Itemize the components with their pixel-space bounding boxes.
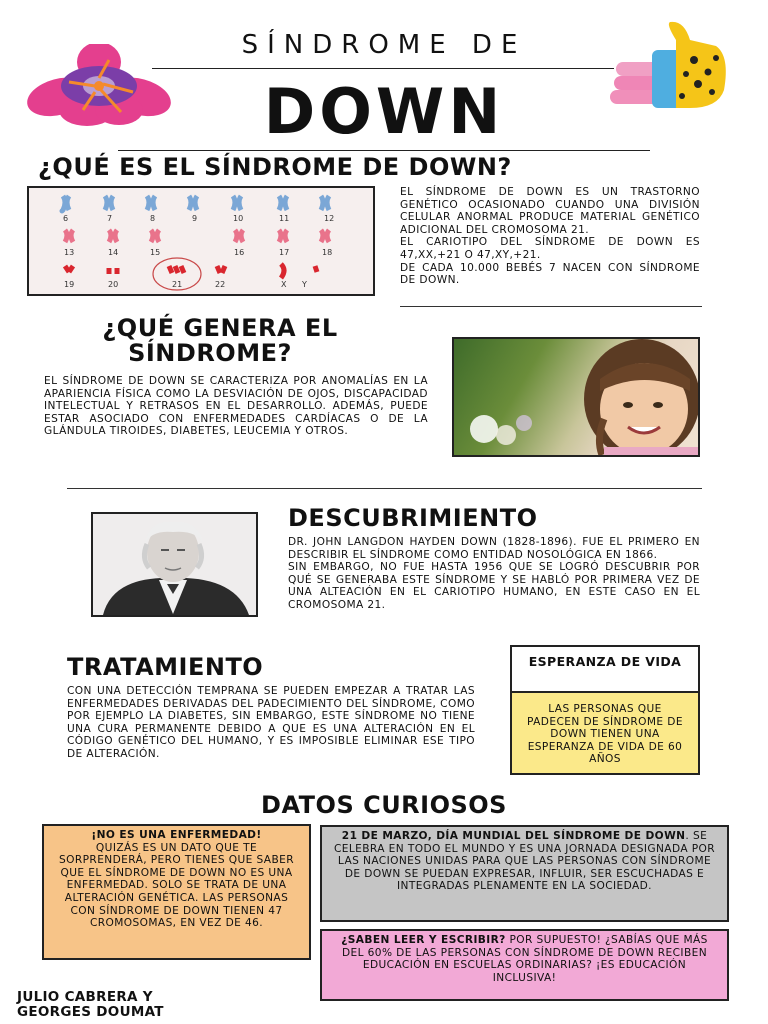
portrait-illustration xyxy=(93,514,256,615)
authors xyxy=(17,990,164,1019)
karyo-label: Y xyxy=(302,280,307,289)
karyo-label: 15 xyxy=(150,248,161,257)
flower-illustration xyxy=(20,44,178,128)
divider xyxy=(67,488,702,489)
portrait-photo xyxy=(91,512,258,617)
karyo-label: 20 xyxy=(108,280,119,289)
descubrimiento-paragraph: DR. JOHN LANGDON HAYDEN DOWN (1828-1896). FUE EL PRIMERO EN DESCRIBIR EL SÍNDROME COMO ENTIDAD NOSOLÓGICA EN 1866. xyxy=(288,536,700,561)
karyo-label: 17 xyxy=(279,248,290,257)
dato-no-enfermedad-title: ¡NO ES UNA ENFERMEDAD! xyxy=(91,829,262,841)
karyo-label: 8 xyxy=(150,214,156,223)
header-rule xyxy=(152,68,614,69)
karyo-label: 21 xyxy=(172,280,183,289)
karyo-label: 7 xyxy=(107,214,113,223)
heading-datos-curiosos: DATOS CURIOSOS xyxy=(261,791,507,819)
dato-no-enfermedad-text: QUIZÁS ES UN DATO QUE TE SORPRENDERÁ, PERO TIENES QUE SABER QUE EL SÍNDROME DE DOWN NO ES UNA ENFERMEDAD. SOLO SE TRATA DE UNA ALTERACIÓN GENÉTICA. LAS PERSONAS CON SÍNDROME DE DOWN TIENEN 47 CROMOSOMAS, EN VEZ DE 46. xyxy=(59,841,294,930)
girl-illustration xyxy=(454,339,698,455)
karyo-label: 12 xyxy=(324,214,335,223)
heading-genera xyxy=(40,316,440,366)
que-es-paragraph: DE CADA 10.000 BEBÉS 7 NACEN CON SÍNDROME DE DOWN. xyxy=(400,261,700,287)
thumbs-up-icon xyxy=(606,20,732,116)
karyotype-image xyxy=(27,186,375,296)
divider xyxy=(400,306,702,307)
tratamiento-paragraph: CON UNA DETECCIÓN TEMPRANA SE PUEDEN EMPEZAR A TRATAR LAS ENFERMEDADES DERIVADAS DEL PADECIMIENTO DEL SÍNDROME, COMO POR EJEMPLO LA DIABETES, SIN EMBARGO, ESTE SÍNDROME NO TIENE UNA CURA PERMANENTE DEBIDO A QUE ES UNA ALTERACIÓN EN EL CÓDIGO GENÉTICO DEL HUMANO, Y ES IMPOSIBLE ELIMINAR ESE TIPO DE ALTERACIÓN. xyxy=(67,685,475,760)
author-line: GEORGES DOUMAT xyxy=(17,1003,164,1020)
descubrimiento-text xyxy=(288,536,700,612)
que-es-paragraph: EL CARIOTIPO DEL SÍNDROME DE DOWN ES 47,XX,+21 O 47,XY,+21. xyxy=(400,236,700,261)
karyotype-chromosomes xyxy=(29,188,373,294)
karyo-label: 19 xyxy=(64,280,75,289)
heading-descubrimiento: DESCUBRIMIENTO xyxy=(288,504,538,532)
karyo-label: 11 xyxy=(279,214,290,223)
heading-que-es: ¿QUÉ ES EL SÍNDROME DE DOWN? xyxy=(38,153,512,181)
genera-paragraph: EL SÍNDROME DE DOWN SE CARACTERIZA POR ANOMALÍAS EN LA APARIENCIA FÍSICA COMO LA DESVIACIÓN DE OJOS, DISCAPACIDAD INTELECTUAL Y RETRASOS EN EL DESARROLLO. ADEMÁS, PUEDE ESTAR ASOCIADO CON ENFERMEDADES CARDÍACAS O DE LA GLÁNDULA TIROIDES, DIABETES, LEUCEMIA Y OTROS. xyxy=(44,375,428,438)
karyo-label: 9 xyxy=(192,214,198,223)
karyo-label: 16 xyxy=(234,248,245,257)
karyo-label: 18 xyxy=(322,248,333,257)
girl-photo xyxy=(452,337,700,457)
karyo-label: 6 xyxy=(63,214,69,223)
title-top: SÍNDROME DE xyxy=(241,30,527,60)
title-main: DOWN xyxy=(263,75,505,148)
dato-dia-mundial xyxy=(320,825,729,922)
dato-leer-escribir-text: POR SUPUESTO! ¿SABÍAS QUE MÁS DEL 60% DE LAS PERSONAS CON SÍNDROME DE DOWN RECIBEN EDUCACIÓN EN ESCUELAS ORDINARIAS? ¡ES EDUCACIÓN INCLUSIVA! xyxy=(341,934,708,984)
karyo-label: 13 xyxy=(64,248,75,257)
heading-tratamiento: TRATAMIENTO xyxy=(67,653,264,681)
descubrimiento-paragraph: SIN EMBARGO, NO FUE HASTA 1956 QUE SE LOGRÓ DESCUBRIR POR QUÉ SE GENERABA ESTE SÍNDROME Y SE HABLÓ POR PRIMERA VEZ DE UNA ALTEACIÓN EN EL CARIOTIPO HUMANO, EN ESTE CASO EN EL CROMOSOMA 21. xyxy=(288,561,700,611)
esperanza-title-box xyxy=(510,645,700,693)
esperanza-body: LAS PERSONAS QUE PADECEN DE SÍNDROME DE DOWN TIENEN UNA ESPERANZA DE VIDA DE 60 AÑOS xyxy=(527,703,683,766)
heading-genera-line1: ¿QUÉ GENERA EL xyxy=(102,314,338,342)
esperanza-title: ESPERANZA DE VIDA xyxy=(528,654,682,669)
karyo-label: 10 xyxy=(233,214,244,223)
title-underline xyxy=(118,150,650,151)
author-line: JULIO CABRERA Y xyxy=(17,989,153,1005)
heading-genera-line2: SÍNDROME? xyxy=(128,339,292,368)
karyo-label: X xyxy=(281,280,287,289)
karyo-label: 14 xyxy=(108,248,119,257)
esperanza-body-box xyxy=(510,693,700,775)
dato-dia-mundial-text: . SE CELEBRA EN TODO EL MUNDO Y ES UNA JORNADA DESIGNADA POR LAS NACIONES UNIDAS PARA QUE LAS PERSONAS CON SÍNDROME DE DOWN SE PUEDAN EXPRESAR, INFLUIR, SER ESCUCHADAS E INTEGRADAS PLENAMENTE EN LA SOCIEDAD. xyxy=(333,830,716,893)
dato-leer-escribir xyxy=(320,929,729,1001)
dato-leer-escribir-title: ¿SABEN LEER Y ESCRIBIR? xyxy=(341,934,506,946)
que-es-text xyxy=(400,186,700,287)
dato-no-enfermedad xyxy=(42,824,311,960)
dato-dia-mundial-title: 21 DE MARZO, DÍA MUNDIAL DEL SÍNDROME DE DOWN xyxy=(341,830,686,842)
karyo-label: 22 xyxy=(215,280,226,289)
que-es-paragraph: EL SÍNDROME DE DOWN ES UN TRASTORNO GENÉTICO OCASIONADO CUANDO UNA DIVISIÓN CELULAR ANORMAL PRODUCE MATERIAL GENÉTICO ADICIONAL DEL CROMOSOMA 21. xyxy=(400,186,700,236)
